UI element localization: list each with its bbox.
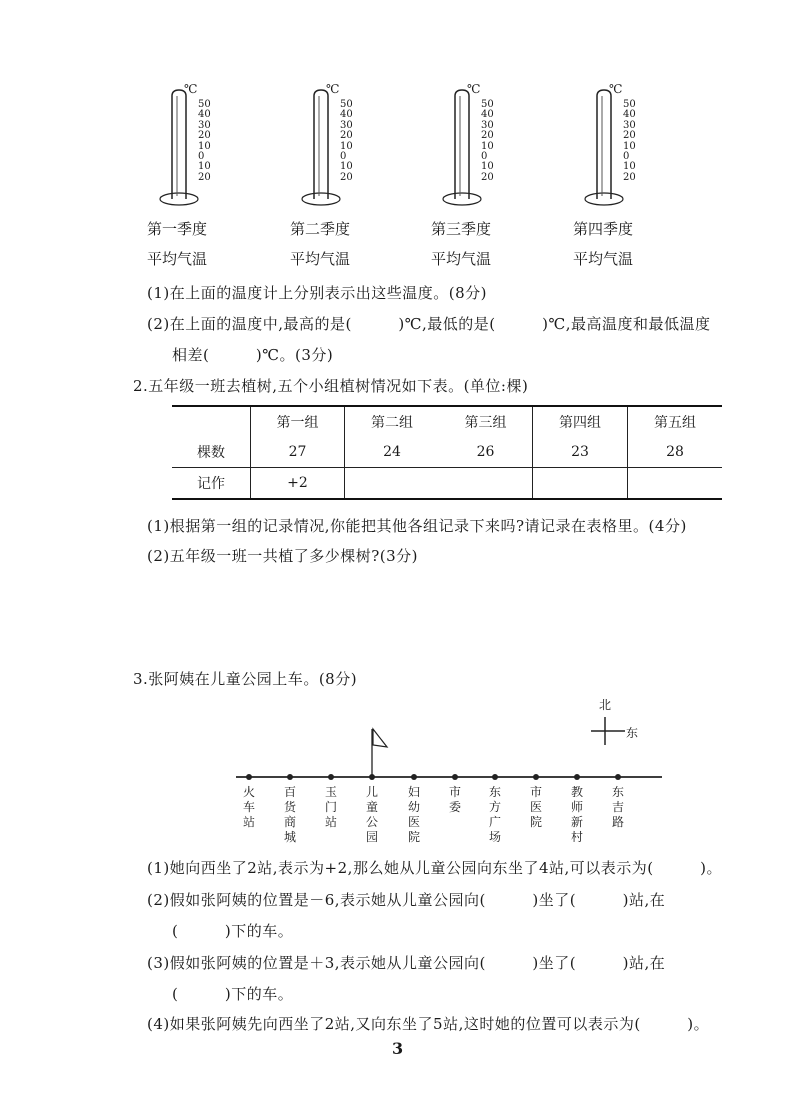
thermometer-graphic: [583, 82, 653, 207]
stop-dot: [492, 774, 498, 780]
caption-q2-line1: 第二季度: [290, 220, 351, 238]
celsius-unit: ℃: [184, 82, 198, 96]
page-number: 3: [392, 1039, 404, 1058]
stop-label: 百货商城: [283, 785, 296, 844]
table-header-cell: 第五组: [628, 406, 723, 437]
thermometer-scale: 50 40 30 20 10 0 10 20: [623, 99, 636, 183]
table-row-label: 记作: [197, 476, 225, 492]
table-header-row: [172, 406, 722, 437]
q2-title: 2.五年级一班去植树,五个小组植树情况如下表。(单位:棵): [133, 377, 529, 395]
caption-q4-line2: 平均气温: [573, 250, 634, 268]
caption-q3-line1: 第三季度: [431, 220, 492, 238]
table-cell[interactable]: [533, 468, 628, 500]
table-cell: 23: [533, 437, 628, 468]
stop-dot: [369, 774, 375, 780]
q3-part4: (4)如果张阿姨先向西坐了2站,又向东坐了5站,这时她的位置可以表示为( )。: [147, 1015, 710, 1033]
thermometer-2: [300, 82, 370, 207]
stop-dot: [615, 774, 621, 780]
thermometer-4: [583, 82, 653, 207]
caption-q1-line1: 第一季度: [147, 220, 208, 238]
table-cell[interactable]: [345, 468, 440, 500]
table-cell[interactable]: [439, 468, 533, 500]
table-cell: 27: [251, 437, 345, 468]
compass-north-label: 北: [599, 698, 612, 712]
thermometer-1: [158, 82, 228, 207]
q3-part1: (1)她向西坐了2站,表示为+2,那么她从儿童公园向东坐了4站,可以表示为( )。: [147, 859, 722, 877]
compass-east-label: 东: [626, 726, 639, 740]
stop-dot: [533, 774, 539, 780]
table-cell: 28: [628, 437, 723, 468]
stop-dot: [411, 774, 417, 780]
q3-part2-line2: ( )下的车。: [172, 922, 294, 940]
thermometer-scale: 50 40 30 20 10 0 10 20: [340, 99, 353, 183]
q3-part2-line1: (2)假如张阿姨的位置是－6,表示她从儿童公园向( )坐了( )站,在: [147, 891, 666, 909]
table-cell: 24: [345, 437, 440, 468]
stop-dot: [574, 774, 580, 780]
caption-q4-line1: 第四季度: [573, 220, 634, 238]
q2-part1: (1)根据第一组的记录情况,你能把其他各组记录下来吗?请记录在表格里。(4分): [147, 517, 687, 535]
table-cell[interactable]: +2: [251, 468, 345, 500]
table-cell: [172, 406, 251, 437]
planting-table: [172, 405, 722, 500]
q3-title: 3.张阿姨在儿童公园上车。(8分): [133, 670, 358, 688]
thermometer-graphic: [441, 82, 511, 207]
stop-label: 玉门站: [324, 785, 337, 829]
table-cell: 26: [439, 437, 533, 468]
stop-label: 妇幼医院: [407, 785, 420, 844]
celsius-unit: ℃: [326, 82, 340, 96]
table-cell[interactable]: [628, 468, 723, 500]
thermometer-graphic: [300, 82, 370, 207]
stop-label: 市委: [448, 785, 461, 814]
stop-label: 东吉路: [611, 785, 624, 829]
q2-part2: (2)五年级一班一共植了多少棵树?(3分): [147, 547, 419, 565]
stop-label: 儿童公园: [365, 785, 378, 844]
celsius-unit: ℃: [609, 82, 623, 96]
q3-part3-line1: (3)假如张阿姨的位置是＋3,表示她从儿童公园向( )坐了( )站,在: [147, 954, 666, 972]
q1-part1: (1)在上面的温度计上分别表示出这些温度。(8分): [147, 284, 487, 302]
table-row: [172, 468, 722, 500]
stop-dot: [246, 774, 252, 780]
q1-part2-line2: 相差( )℃。(3分): [172, 346, 334, 364]
thermometer-scale: 50 40 30 20 10 0 10 20: [198, 99, 211, 183]
q3-part3-line2: ( )下的车。: [172, 985, 294, 1003]
stop-label: 教师新村: [570, 785, 583, 844]
table-row: [172, 437, 722, 468]
thermometer-3: [441, 82, 511, 207]
table-header-cell: 第二组: [345, 406, 440, 437]
table-header-cell: 第三组: [464, 415, 507, 431]
caption-q1-line2: 平均气温: [147, 250, 208, 268]
q1-part2-line1: (2)在上面的温度中,最高的是( )℃,最低的是( )℃,最高温度和最低温度: [147, 315, 711, 333]
stop-label: 东方广场: [488, 785, 501, 844]
stop-dot: [328, 774, 334, 780]
table-row-label: 棵数: [172, 437, 251, 468]
table-header-cell: 第一组: [251, 406, 345, 437]
thermometer-scale: 50 40 30 20 10 0 10 20: [481, 99, 494, 183]
celsius-unit: ℃: [467, 82, 481, 96]
thermometer-graphic: [158, 82, 228, 207]
caption-q3-line2: 平均气温: [431, 250, 492, 268]
caption-q2-line2: 平均气温: [290, 250, 351, 268]
stop-label: 市医院: [529, 785, 542, 829]
stop-label: 火车站: [242, 785, 255, 829]
table-header-cell: 第四组: [533, 406, 628, 437]
stop-dot: [287, 774, 293, 780]
stop-dot: [452, 774, 458, 780]
flag-icon: [373, 729, 387, 747]
